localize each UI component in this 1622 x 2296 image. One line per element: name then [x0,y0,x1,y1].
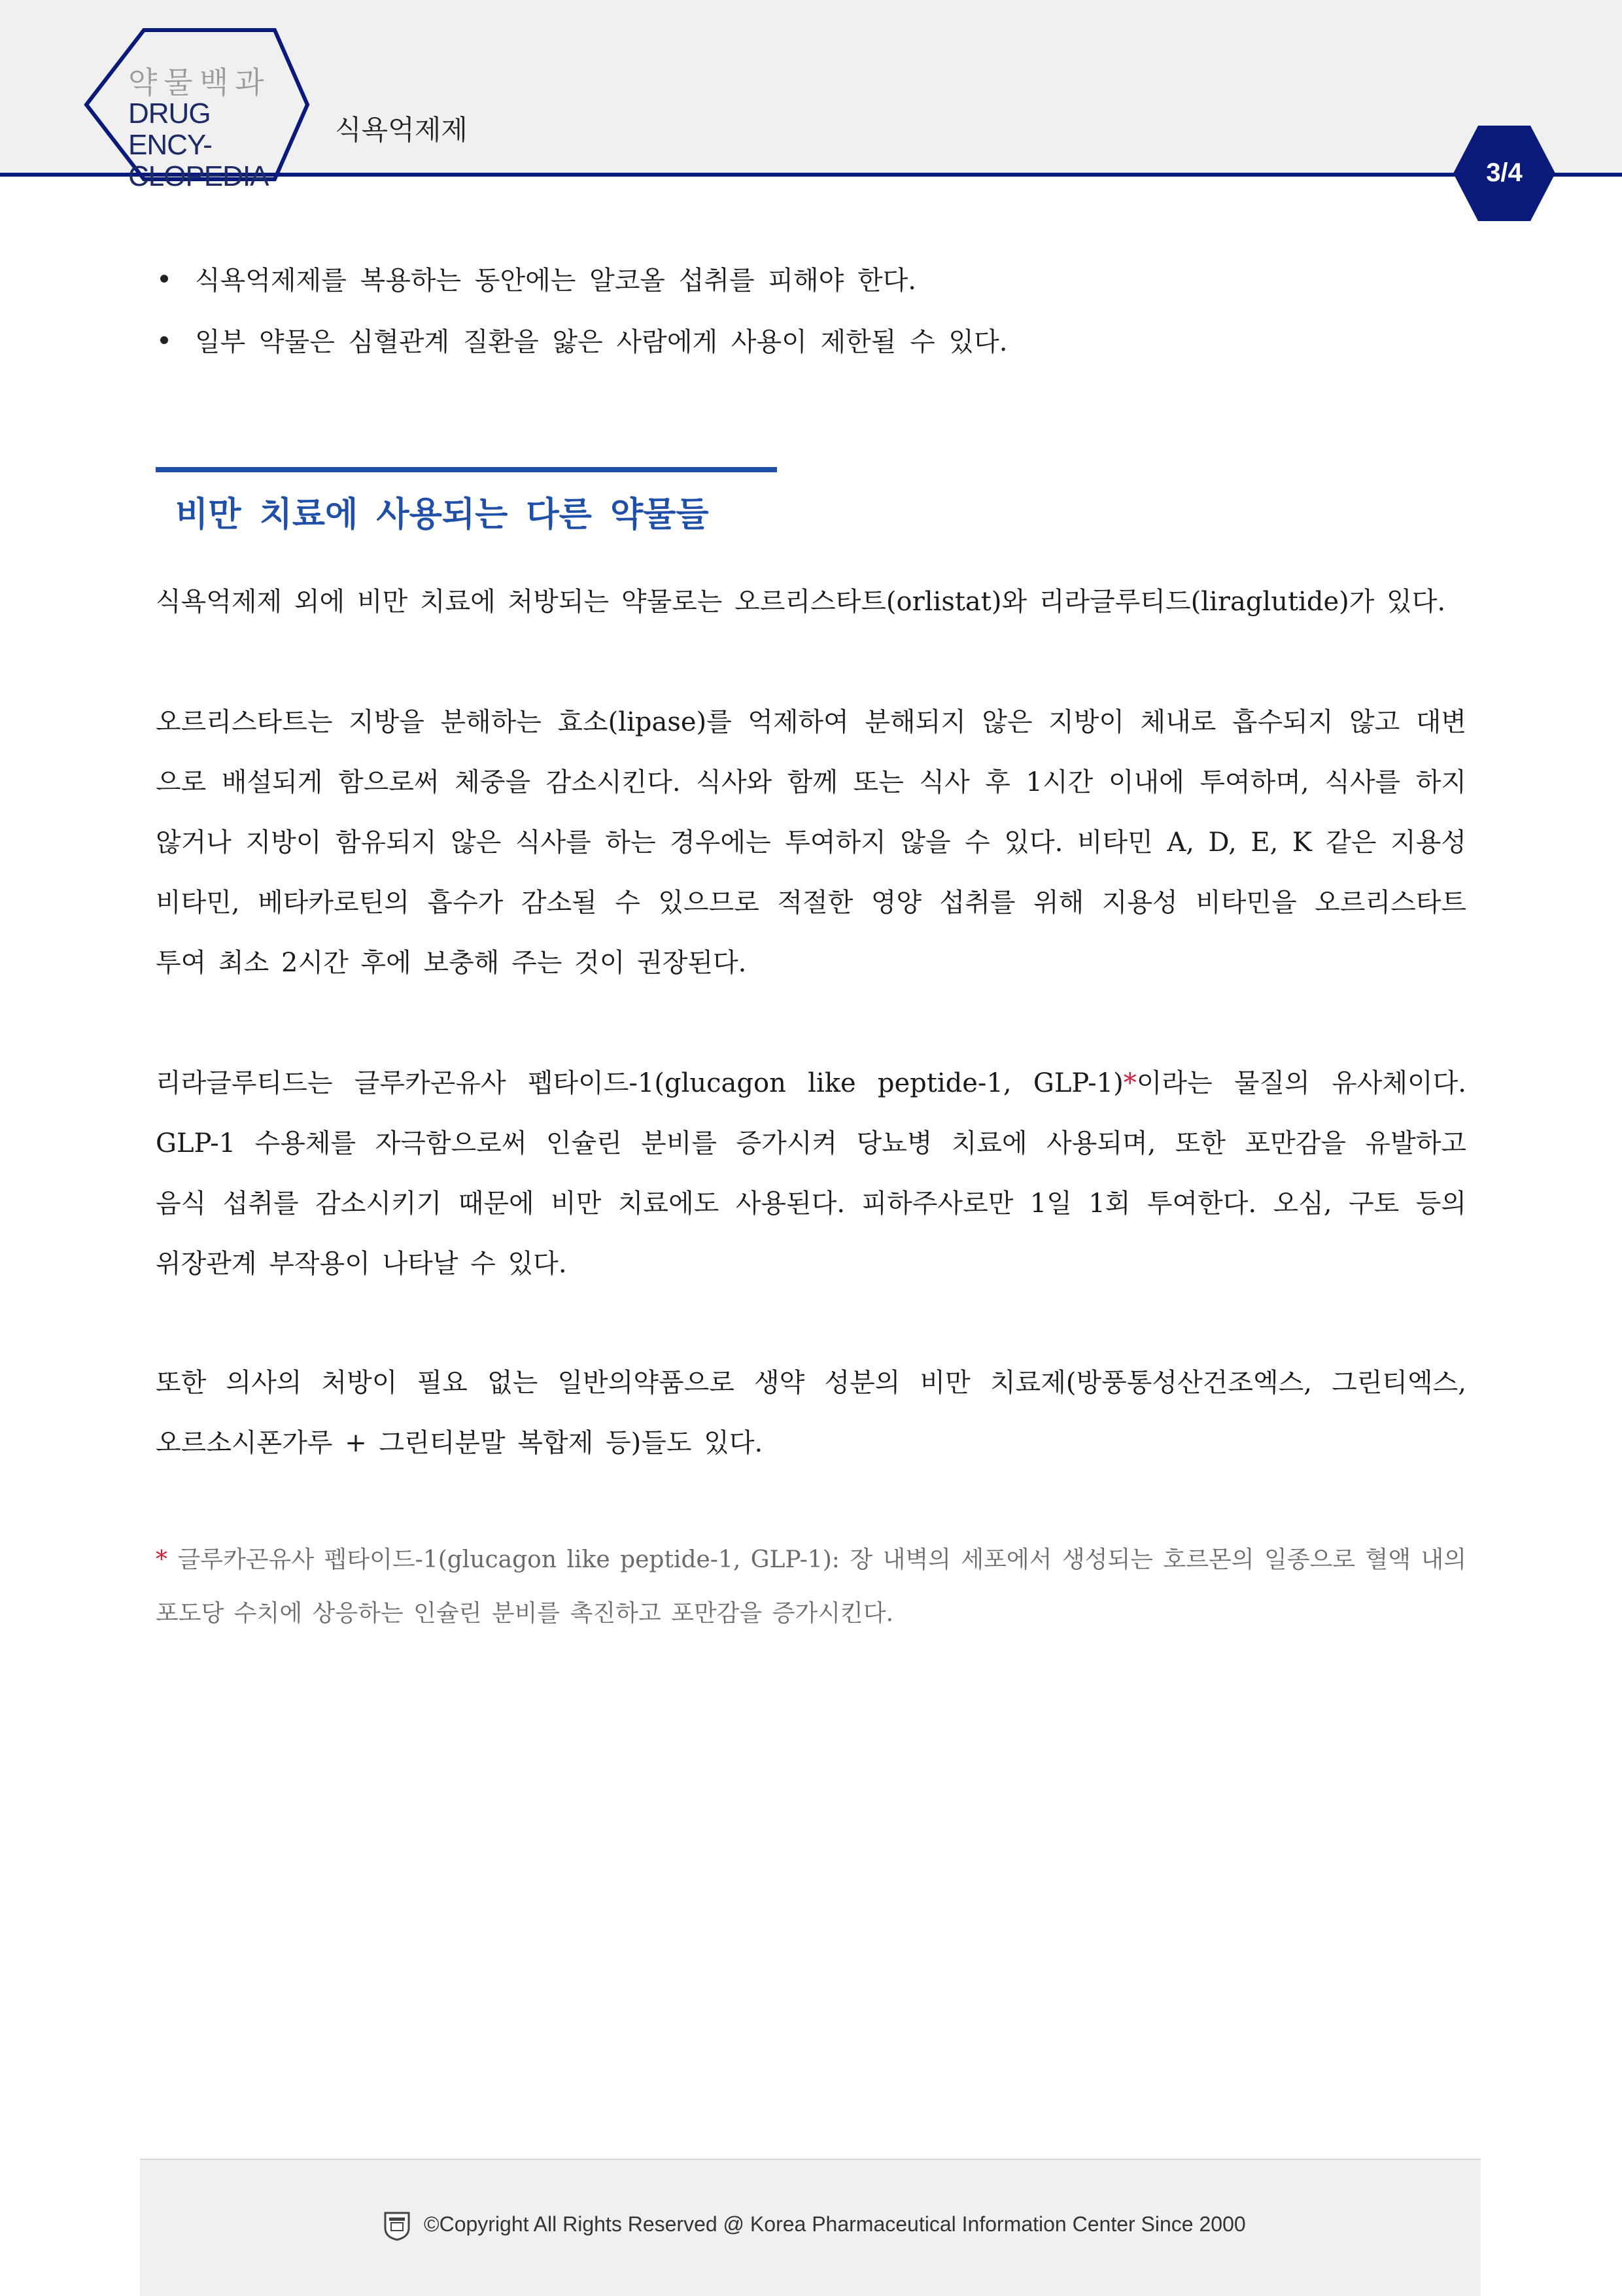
section-rule [156,467,777,472]
bullet-dot-icon [160,275,168,283]
paragraph-line: 또한 의사의 처방이 필요 없는 일반의약품으로 생약 성분의 비만 치료제(방풍통성산건조엑스, 그린티엑스, [156,1368,1466,1398]
paragraph-line: 오르리스타트는 지방을 분해하는 효소(lipase)를 억제하여 분해되지 않은 지방이 체내로 흡수되지 않고 대변 [156,707,1466,737]
section-title: 비만 치료에 사용되는 다른 약물들 [175,495,709,534]
paragraph-text: 리라글루티드는 글루카곤유사 펩타이드-1(glucagon like peptide-1, GLP-1) [156,1068,1124,1098]
page-indicator: 3/4 [1486,158,1523,187]
paragraph-line: 투여 최소 2시간 후에 보충해 주는 것이 권장된다. [156,948,747,978]
footnote-line [156,1533,1466,1587]
footnote-marker: * [1123,1068,1137,1098]
paragraph-text: 이라는 물질의 유사체이다. [1136,1068,1467,1098]
logo-korean-text: 약물백과 [128,65,271,100]
paragraph-line: 으로 배설되게 함으로써 체중을 감소시킨다. 식사와 함께 또는 식사 후 1시간 이내에 투여하며, 식사를 하지 [156,767,1466,797]
paragraph-line: 오르소시폰가루 + 그린티분말 복합제 등)들도 있다. [156,1428,763,1458]
footnote-text: 글루카곤유사 펩타이드-1(glucagon like peptide-1, GLP-1): 장 내벽의 세포에서 생성되는 호르몬의 일종으로 혈액 내의 [167,1546,1467,1573]
paragraph-orlistat [156,692,1466,993]
bullet-text: 식욕억제제를 복용하는 동안에는 알코올 섭취를 피해야 한다. [195,266,917,296]
paragraph-line: 식욕억제제 외에 비만 치료에 처방되는 약물로는 오르리스타트(orlistat)와 리라글루티드(liraglutide)가 있다. [156,587,1446,617]
logo-english-line2: CLOPEDIA [128,160,269,192]
footnote [156,1533,1466,1641]
footnote-line: 포도당 수치에 상응하는 인슐린 분비를 촉진하고 포만감을 증가시킨다. [156,1600,894,1627]
paragraph-liraglutide [156,1053,1466,1294]
footer-copyright: ©Copyright All Rights Reserved @ Korea Pharmaceutical Information Center Since 2000 [424,2212,1246,2236]
paragraph-intro [156,572,1466,632]
bullet-dot-icon [160,336,168,344]
logo-english-line1: DRUG ENCY- [128,97,212,161]
paragraph-otc [156,1353,1466,1473]
bullet-text: 일부 약물은 심혈관계 질환을 앓은 사람에게 사용이 제한될 수 있다. [195,327,1008,357]
header-category: 식욕억제제 [335,114,468,146]
paragraph-line: GLP-1 수용체를 자극함으로써 인슐린 분비를 증가시켜 당뇨병 치료에 사용되며, 또한 포만감을 유발하고 [156,1128,1466,1158]
paragraph-line: 음식 섭취를 감소시키기 때문에 비만 치료에도 사용된다. 피하주사로만 1일 1회 투여한다. 오심, 구토 등의 [156,1189,1466,1219]
logo-english-text [128,98,298,192]
paragraph-line: 비타민, 베타카로틴의 흡수가 감소될 수 있으므로 적절한 영양 섭취를 위해 지용성 비타민을 오르리스타트 [156,888,1466,918]
paragraph-line: 위장관계 부작용이 나타날 수 있다. [156,1249,567,1279]
institution-emblem-icon [383,2211,411,2241]
footnote-marker: * [156,1546,167,1573]
paragraph-line [156,1053,1466,1113]
paragraph-line: 않거나 지방이 함유되지 않은 식사를 하는 경우에는 투여하지 않을 수 있다. 비타민 A, D, E, K 같은 지용성 [156,827,1466,858]
